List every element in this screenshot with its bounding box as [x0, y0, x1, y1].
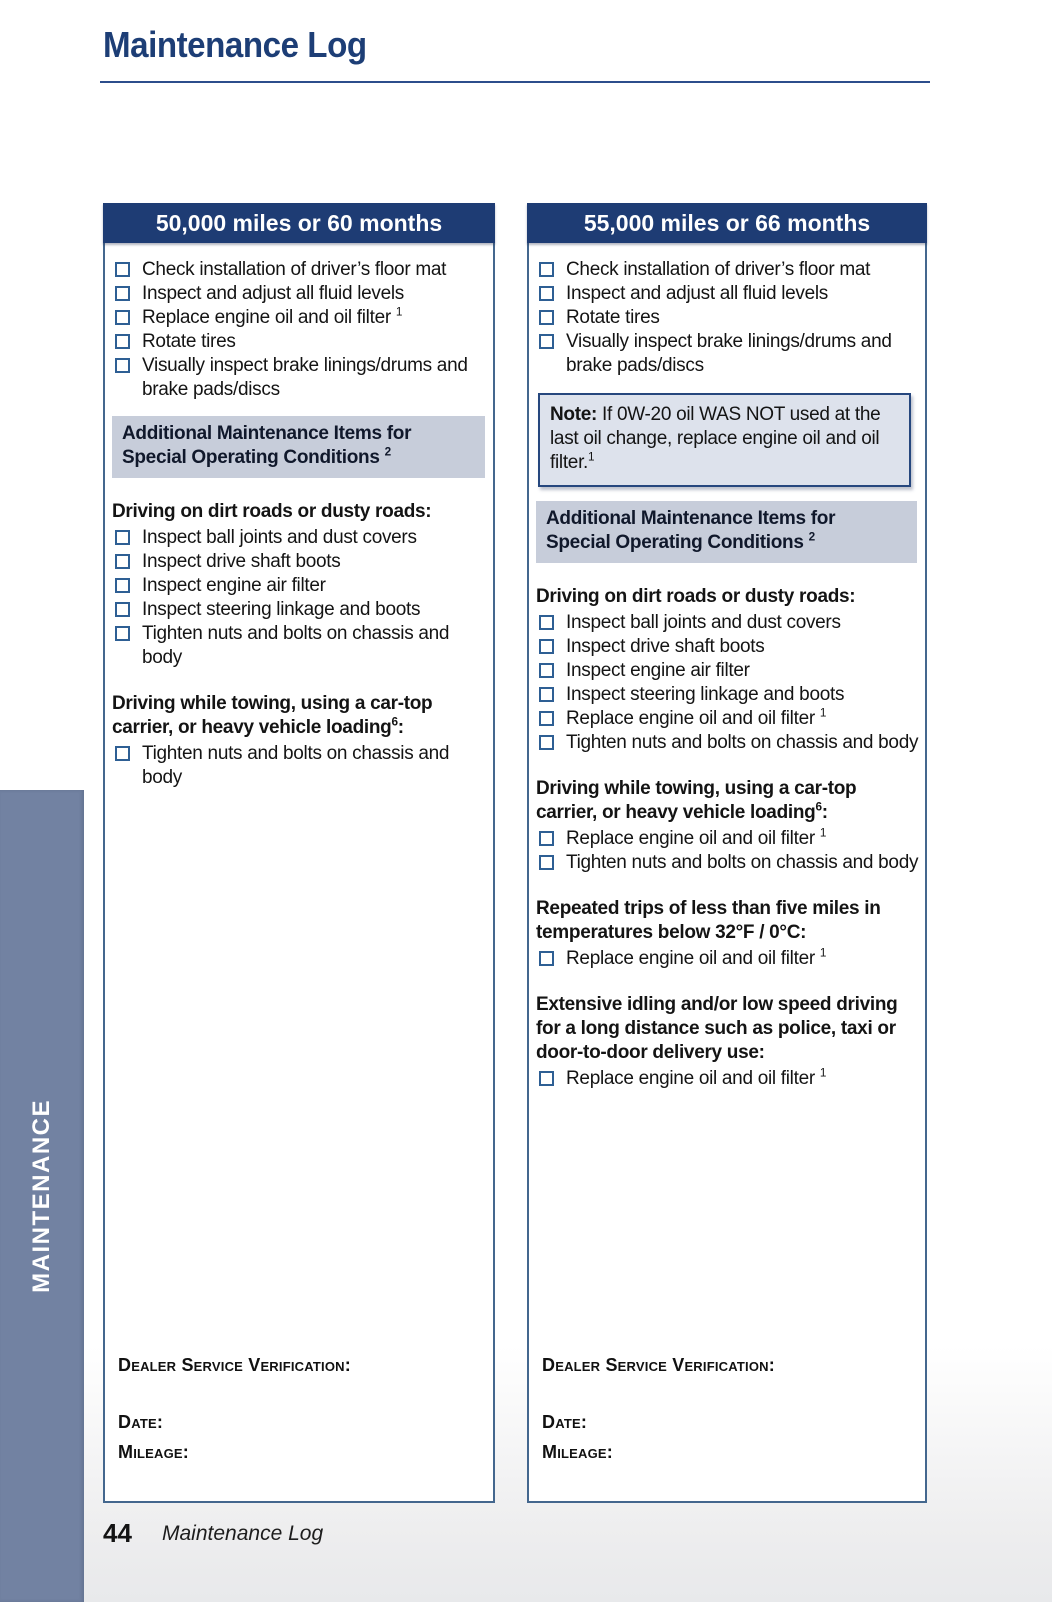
text-segment: Rotate tires — [142, 331, 236, 352]
text-segment: Inspect and adjust all fluid levels — [566, 283, 828, 304]
item-label — [142, 550, 487, 574]
checkbox[interactable] — [115, 626, 130, 641]
item-label — [142, 330, 487, 354]
column-footer — [118, 1355, 483, 1463]
item-label — [142, 622, 487, 670]
checklist-item — [111, 330, 487, 354]
text-segment: : — [397, 717, 404, 738]
checklist-item — [535, 827, 919, 851]
checkbox[interactable] — [539, 855, 554, 870]
item-label — [566, 1067, 919, 1091]
checkbox[interactable] — [539, 310, 554, 325]
checklist — [535, 258, 919, 378]
text-segment: Tighten nuts and bolts on chassis and body — [142, 623, 450, 668]
text-segment: Repeated trips of less than five miles in temperatures below 32°F / 0°C: — [536, 898, 881, 943]
checklist-item — [535, 731, 919, 755]
item-label — [142, 526, 487, 550]
text-segment: 2 — [384, 445, 391, 459]
checklist — [535, 1067, 919, 1091]
checklist-item — [111, 574, 487, 598]
item-label — [566, 258, 919, 282]
checkbox[interactable] — [539, 1071, 554, 1086]
text-segment: 1 — [819, 826, 827, 840]
checklist-item — [111, 622, 487, 670]
checklist-item — [111, 526, 487, 550]
item-label — [566, 707, 919, 731]
maintenance-column-50000 — [103, 203, 495, 1503]
checklist — [111, 742, 487, 790]
item-label — [566, 635, 919, 659]
checkbox[interactable] — [115, 602, 130, 617]
text-segment: Inspect drive shaft boots — [142, 551, 341, 572]
text-segment: Replace engine oil and oil filter — [566, 1068, 820, 1089]
checkbox[interactable] — [115, 286, 130, 301]
title-rule — [100, 81, 930, 83]
item-label — [566, 851, 919, 875]
item-label — [142, 354, 487, 402]
item-label — [566, 611, 919, 635]
text-segment: : — [821, 802, 828, 823]
text-segment: Inspect engine air filter — [566, 660, 750, 681]
mileage-label: Mileage: — [118, 1442, 189, 1462]
checklist — [535, 827, 919, 875]
checklist-item — [535, 306, 919, 330]
text-segment: Driving on dirt roads or dusty roads: — [536, 586, 856, 607]
checklist-item — [111, 354, 487, 402]
text-segment: Inspect and adjust all fluid levels — [142, 283, 404, 304]
text-segment: Tighten nuts and bolts on chassis and body — [142, 743, 450, 788]
page-number: 44 — [103, 1518, 132, 1548]
checklist — [111, 258, 487, 402]
checkbox[interactable] — [115, 334, 130, 349]
text-segment: Extensive idling and/or low speed driving for a long distance such as police, taxi or door-to-door delivery use: — [536, 994, 898, 1063]
checklist-item — [535, 1067, 919, 1091]
text-segment: Check installation of driver’s floor mat — [142, 259, 447, 280]
item-label — [566, 683, 919, 707]
checkbox[interactable] — [115, 554, 130, 569]
section-heading — [112, 692, 487, 740]
text-segment: 6 — [391, 715, 398, 729]
text-segment: 1 — [819, 946, 827, 960]
checkbox[interactable] — [539, 286, 554, 301]
text-segment: Replace engine oil and oil filter — [566, 708, 820, 729]
section-heading — [536, 777, 919, 825]
item-label — [566, 731, 919, 755]
item-label — [566, 659, 919, 683]
text-segment: Rotate tires — [566, 307, 660, 328]
item-label — [142, 598, 487, 622]
column-header: 55,000 miles or 66 months — [527, 203, 927, 243]
item-label — [566, 282, 919, 306]
checklist — [535, 947, 919, 971]
text-segment: Inspect drive shaft boots — [566, 636, 765, 657]
item-label — [566, 306, 919, 330]
text-segment: Replace engine oil and oil filter — [566, 828, 820, 849]
text-segment: 1 — [819, 706, 827, 720]
text-segment: Check installation of driver’s floor mat — [566, 259, 871, 280]
checkbox[interactable] — [539, 951, 554, 966]
item-label — [142, 574, 487, 598]
dealer-verification-label: Dealer Service Verification: — [118, 1355, 351, 1375]
text-segment: Driving while towing, using a car-top carrier, or heavy vehicle loading — [112, 693, 433, 738]
checkbox[interactable] — [115, 530, 130, 545]
item-label — [566, 947, 919, 971]
checklist-item — [111, 550, 487, 574]
column-body — [529, 245, 925, 1091]
dealer-verification-label: Dealer Service Verification: — [542, 1355, 775, 1375]
text-segment: Inspect engine air filter — [142, 575, 326, 596]
text-segment: 1 — [588, 450, 595, 464]
checklist-item — [535, 659, 919, 683]
text-segment: Inspect steering linkage and boots — [142, 599, 421, 620]
item-label — [566, 330, 919, 378]
checklist-item — [111, 258, 487, 282]
text-segment: Note: — [550, 404, 598, 425]
checkbox[interactable] — [539, 639, 554, 654]
text-segment: Driving on dirt roads or dusty roads: — [112, 501, 432, 522]
checklist-item — [111, 598, 487, 622]
checkbox[interactable] — [115, 310, 130, 325]
checklist-item — [111, 742, 487, 790]
checkbox[interactable] — [539, 831, 554, 846]
checklist-item — [535, 330, 919, 378]
checkbox[interactable] — [539, 334, 554, 349]
section-heading — [536, 585, 919, 609]
date-label: Date: — [118, 1412, 164, 1432]
checklist-item — [535, 947, 919, 971]
checklist-item — [535, 282, 919, 306]
checklist-item — [111, 306, 487, 330]
text-segment: Replace engine oil and oil filter — [142, 307, 396, 328]
text-segment: 2 — [808, 530, 815, 544]
column-body — [105, 245, 493, 790]
text-segment: Tighten nuts and bolts on chassis and body — [566, 852, 919, 873]
item-label — [142, 742, 487, 790]
text-segment: Inspect ball joints and dust covers — [566, 612, 841, 633]
footer-doc-title: Maintenance Log — [162, 1522, 324, 1545]
checkbox[interactable] — [115, 262, 130, 277]
text-segment: Inspect ball joints and dust covers — [142, 527, 417, 548]
checkbox[interactable] — [115, 578, 130, 593]
section-heading — [536, 897, 919, 945]
text-segment: 1 — [395, 305, 403, 319]
text-segment: Inspect steering linkage and boots — [566, 684, 845, 705]
special-conditions-banner — [112, 416, 485, 478]
item-label — [142, 258, 487, 282]
checklist-item — [535, 258, 919, 282]
checkbox[interactable] — [115, 746, 130, 761]
text-segment: Replace engine oil and oil filter — [566, 948, 820, 969]
date-label: Date: — [542, 1412, 588, 1432]
mileage-label: Mileage: — [542, 1442, 613, 1462]
checkbox[interactable] — [539, 711, 554, 726]
checkbox[interactable] — [539, 663, 554, 678]
checkbox[interactable] — [539, 687, 554, 702]
checklist-item — [535, 635, 919, 659]
column-footer — [542, 1355, 915, 1463]
checklist-item — [535, 683, 919, 707]
special-conditions-banner — [536, 501, 917, 563]
text-segment: Visually inspect brake linings/drums and brake pads/discs — [566, 331, 892, 376]
text-segment: Additional Maintenance Items for Special Operating Conditions — [546, 508, 836, 553]
text-segment: Driving while towing, using a car-top carrier, or heavy vehicle loading — [536, 778, 857, 823]
checkbox[interactable] — [539, 262, 554, 277]
checklist-item — [535, 851, 919, 875]
checklist-item — [535, 707, 919, 731]
checkbox[interactable] — [539, 735, 554, 750]
item-label — [566, 827, 919, 851]
checklist-item — [535, 611, 919, 635]
note-box — [538, 393, 911, 487]
text-segment: Tighten nuts and bolts on chassis and body — [566, 732, 919, 753]
checklist — [535, 611, 919, 755]
checkbox[interactable] — [115, 358, 130, 373]
text-segment: Additional Maintenance Items for Special Operating Conditions — [122, 423, 412, 468]
sidebar-label: MAINTENANCE — [28, 1099, 55, 1293]
column-header: 50,000 miles or 60 months — [103, 203, 495, 243]
section-heading — [112, 500, 487, 524]
checkbox[interactable] — [539, 615, 554, 630]
text-segment: Visually inspect brake linings/drums and brake pads/discs — [142, 355, 468, 400]
text-segment: If 0W-20 oil WAS NOT used at the last oil change, replace engine oil and oil filter. — [550, 404, 881, 473]
page-title: Maintenance Log — [103, 24, 367, 65]
checklist-item — [111, 282, 487, 306]
section-heading — [536, 993, 919, 1065]
text-segment: 6 — [815, 800, 822, 814]
text-segment: 1 — [819, 1066, 827, 1080]
sidebar-tab — [0, 790, 84, 1602]
item-label — [142, 306, 487, 330]
maintenance-column-55000 — [527, 203, 927, 1503]
item-label — [142, 282, 487, 306]
checklist — [111, 526, 487, 670]
